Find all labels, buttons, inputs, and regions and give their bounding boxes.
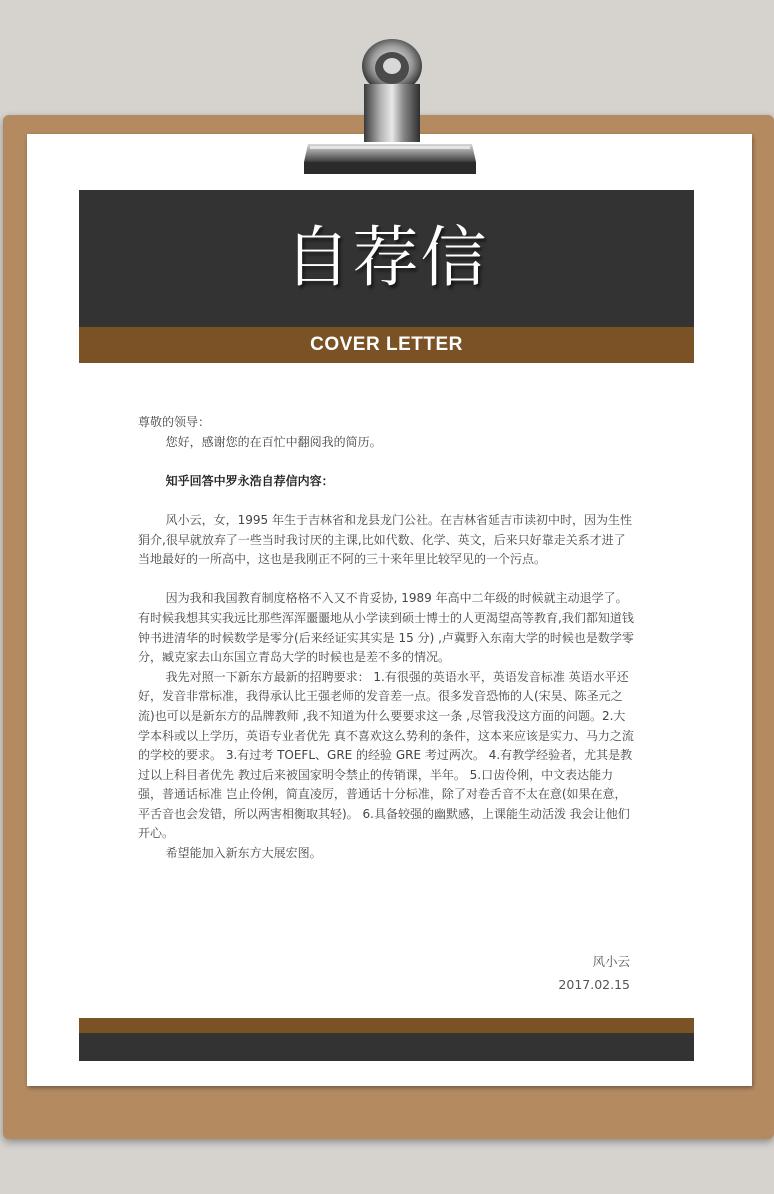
letter-heading: 知乎回答中罗永浩自荐信内容： — [165, 473, 334, 488]
letter-date: 2017.02.15 — [558, 977, 630, 992]
letter-paragraph: 希望能加入新东方大展宏图。 — [165, 846, 322, 861]
letter-greeting: 尊敬的领导： — [138, 415, 211, 429]
footer-brown-band — [79, 1018, 694, 1033]
page-subtitle: COVER LETTER — [310, 334, 463, 355]
letter-signature: 风小云 — [592, 954, 630, 969]
letter-paragraph: 我先对照一下新东方最新的招聘要求： 1.有很强的英语水平，英语发音标准 英语水平还好，发音非常标准，我得承认比王强老师的发音差一点。很多发音恐怖的人(宋昊、陈圣元之流)也可以是新东方的品牌教师 ,我不知道为什么要要求这一条 ,尽管我没这方面的问题。2.大学本科或以上学历，英语专业者优先 真不喜欢这么势利的条件，这本来应该是实力、马力之流的学校的要求。 3.有过考 TOEFL、GRE 的经验 GRE 考过两次。 4.有教学经验者，尤其是教过以上科目者优先 教过后来被国家明令禁止的传销课，半年。 5.口齿伶俐，中文表达能力强，普通话标准 岂止伶俐，简直凌厉，普通话十分标准，除了对卷舌音不太在意(如果在意，平舌音也会发错，所以两害相衡取其轻)。 6.具备较强的幽默感，上课能生动活泼 我会让他们开心。 — [138, 669, 634, 841]
letter-paragraph: 风小云，女，1995 年生于吉林省和龙县龙门公社。在吉林省延吉市读初中时，因为生性狷介,很早就放弃了一些当时我讨厌的主课,比如代数、化学、英文，后来只好靠走关系才进了当地最好的一所高中，这也是我刚正不阿的三十来年里比较罕见的一个污点。 — [138, 512, 632, 567]
letter-paper — [27, 134, 752, 1086]
binder-clip-icon — [300, 22, 480, 178]
letter-paragraph: 因为我和我国教育制度格格不入又不肯妥协, 1989 年高中二年级的时候就主动退学了。有时候我想其实我远比那些浑浑噩噩地从小学读到硕士博士的人更渴望高等教育,我们都知道钱钟书进清华的时候数学是零分(后来经证实其实是 15 分) ,卢冀野入东南大学的时候也是数学零分，臧克家去山东国立青岛大学的时候也是差不多的情况。 — [138, 591, 634, 665]
header-title-band — [79, 190, 694, 327]
letter-intro: 您好，感谢您的在百忙中翻阅我的简历。 — [165, 434, 382, 449]
letter-body — [138, 413, 635, 864]
header-subtitle-band — [79, 327, 694, 363]
footer-dark-band — [79, 1033, 694, 1061]
page-title: 自荐信 — [284, 219, 489, 296]
